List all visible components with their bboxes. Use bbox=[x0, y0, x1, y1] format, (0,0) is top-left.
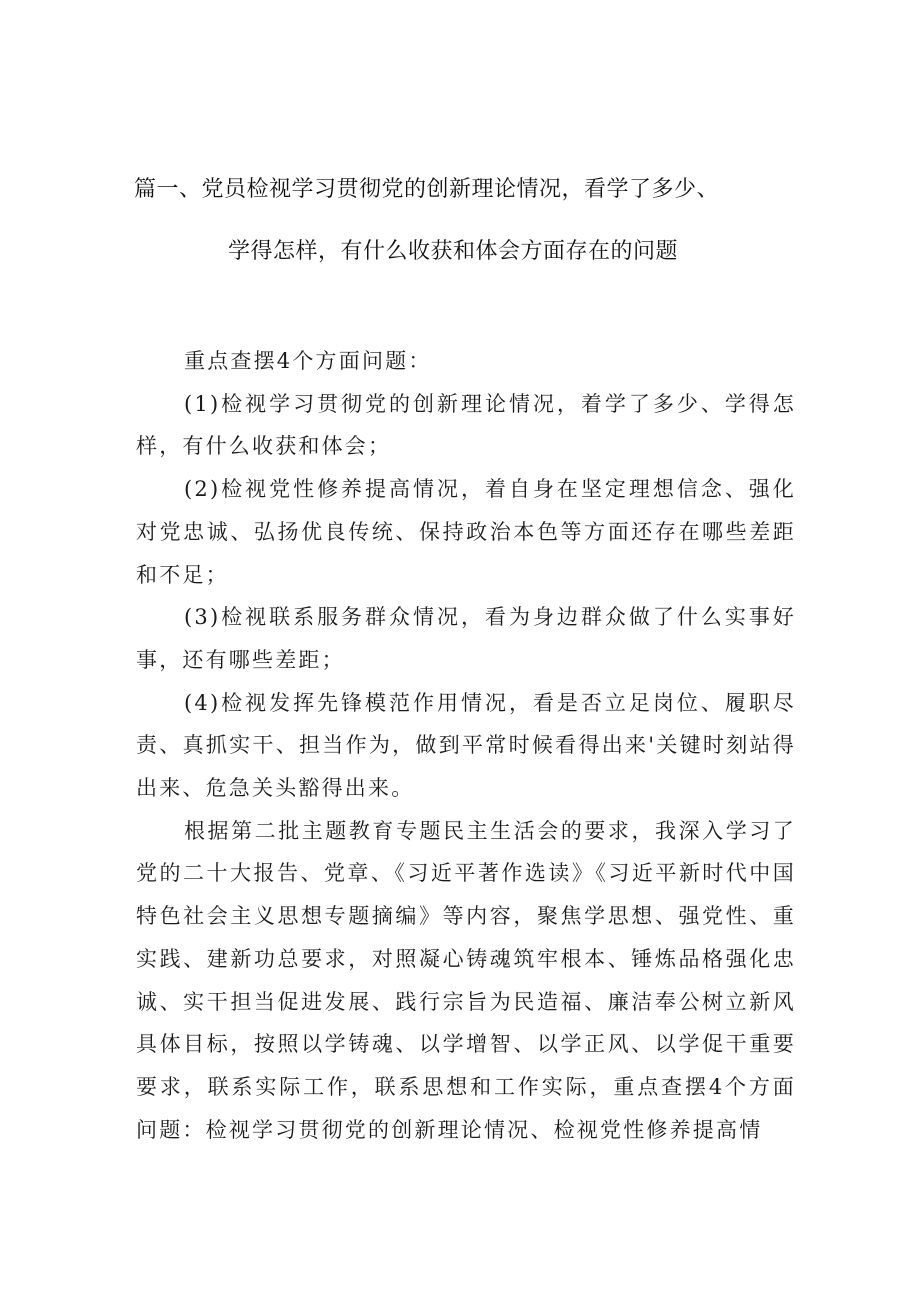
document-title-line-1: 篇一、党员检视学习贯彻党的创新理论情况，看学了多少、 bbox=[134, 177, 720, 202]
document-body bbox=[136, 340, 796, 1151]
document-title-line-2: 学得怎样，有什么收获和体会方面存在的问题 bbox=[228, 239, 679, 264]
paragraph-main: 根据第二批主题教育专题民主生活会的要求，我深入学习了党的二十大报告、党章、《习近平著作选读》《习近平新时代中国特色社会主义思想专题摘编》等内容，聚焦学思想、强党性、重实践、建新功总要求，对照凝心铸魂筑牢根本、锤炼品格强化忠诚、实干担当促进发展、践行宗旨为民造福、廉洁奉公树立新风具体目标，按照以学铸魂、以学增智、以学正风、以学促干重要要求，联系实际工作，联系思想和工作实际，重点查摆4个方面问题：检视学习贯彻党的创新理论情况、检视党性修养提高情 bbox=[136, 818, 796, 1142]
paragraph-item-3: (3)检视联系服务群众情况，看为身边群众做了什么实事好事，还有哪些差距； bbox=[136, 605, 796, 672]
paragraph-item-1: (1)检视学习贯彻党的创新理论情况，着学了多少、学得怎样，有什么收获和体会； bbox=[136, 391, 796, 459]
paragraph-item-4: (4)检视发挥先锋模范作用情况，看是否立足岗位、履职尽责、真抓实干、担当作为，做到平常时候看得出来'关键时刻站得出来、危急关头豁得出来。 bbox=[136, 690, 796, 801]
paragraph-intro: 重点查摆4个方面问题： bbox=[184, 349, 432, 373]
paragraph-item-2: (2)检视党性修养提高情况，着自身在坚定理想信念、强化对党忠诚、弘扬优良传统、保持政治本色等方面还存在哪些差距和不足； bbox=[136, 477, 796, 587]
